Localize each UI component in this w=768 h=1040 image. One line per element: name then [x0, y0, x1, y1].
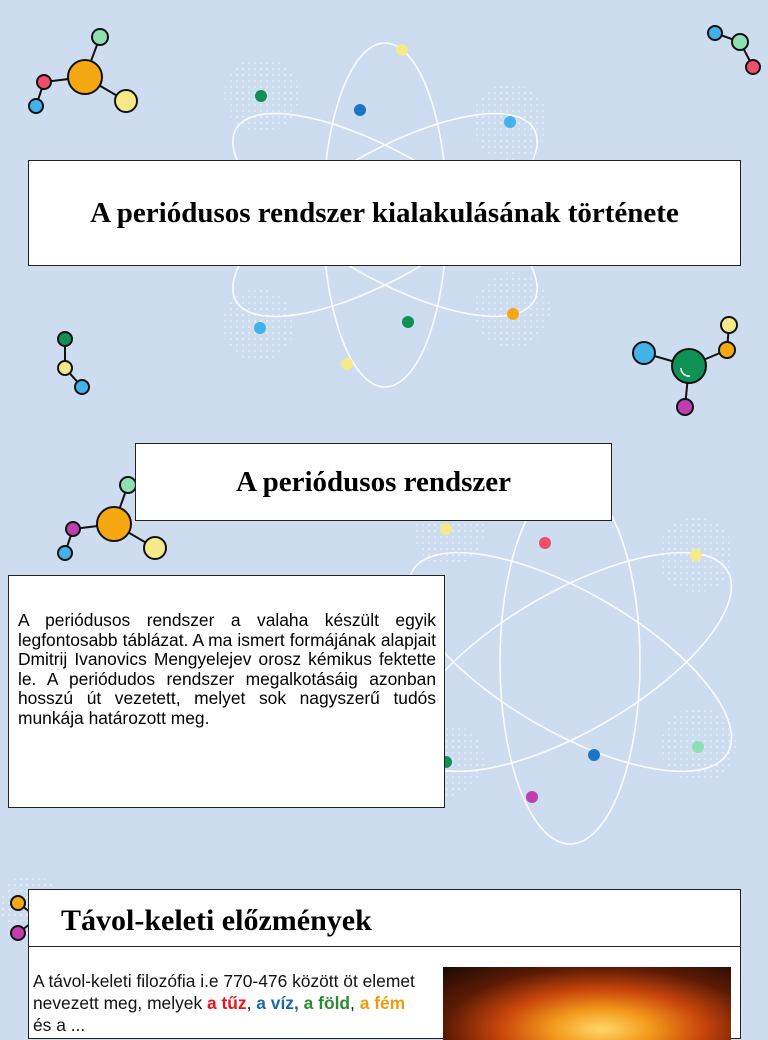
- far-east-paragraph: [33, 970, 425, 1036]
- element-fire: a tűz: [206, 993, 247, 1013]
- element-water: a víz: [256, 993, 294, 1013]
- far-east-section: [28, 889, 741, 1039]
- section-title-box: [135, 443, 612, 521]
- title-box: [28, 160, 741, 266]
- intro-text-box: [8, 575, 445, 808]
- section-title: A periódusos rendszer: [236, 465, 511, 498]
- far-east-text-start: A távol-keleti filozófia i.e 770-476 között öt elemet nevezett meg, melyek: [33, 971, 415, 1013]
- intro-paragraph: A periódusos rendszer a valaha készült egyik legfontosabb táblázat. A ma ismert formájának alapjait Dmitrij Ivanovics Mengyelejev orosz kémikus fektette le. A periódudos rendszer megalkotásáig azonban hosszú út vezetett, melyet sok nagyszerű tudós munkája határozott meg.: [18, 610, 436, 728]
- far-east-text-end: és a ...: [33, 1015, 86, 1035]
- separator: ,: [246, 993, 257, 1013]
- page-title: A periódusos rendszer kialakulásának története: [90, 196, 679, 229]
- element-earth: a föld: [303, 993, 351, 1013]
- far-east-header: [29, 890, 740, 947]
- far-east-heading: Távol-keleti előzmények: [61, 904, 372, 937]
- separator: ,: [350, 993, 360, 1013]
- element-metal: a fém: [359, 993, 406, 1013]
- separator: ,: [293, 993, 299, 1013]
- fire-image: [443, 967, 731, 1040]
